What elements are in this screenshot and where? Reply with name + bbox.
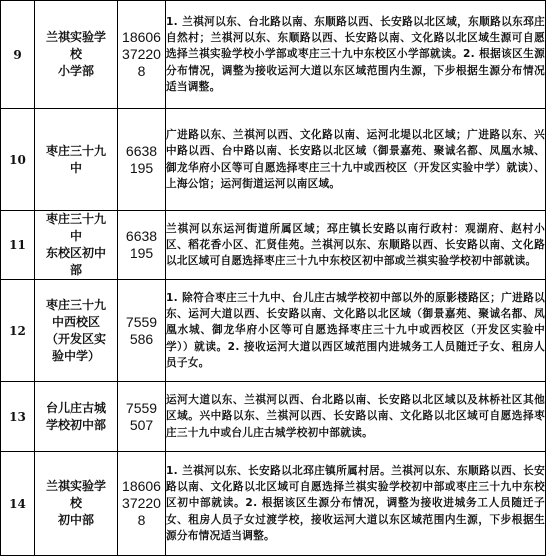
enrollment-scope: 广进路以东、兰祺河以西、文化路以南、运河北堤以北区域；广进路以东、兴中路以西、台中路以南、长安路以北区域（御景嘉苑、聚诚名都、凤凰水城、御龙华府小区等可自愿选择枣庄三十九中或西校区（开发区实验中学）就读）、上海公馆；运河街道运河以南区域。	[166, 109, 546, 211]
row-number: 13	[1, 382, 35, 452]
phone-number: 7559 507	[118, 382, 166, 452]
row-number: 14	[1, 452, 35, 556]
table-row	[1, 452, 546, 556]
table-row	[1, 1, 546, 109]
row-number: 11	[1, 211, 35, 280]
phone-number: 18606 37220 8	[118, 1, 166, 109]
school-name: 台儿庄古城 学校初中部	[35, 382, 118, 452]
school-name: 兰祺实验学 校 小学部	[35, 1, 118, 109]
enrollment-scope: 1. 兰祺河以东、台北路以南、东顺路以西、长安路以北区域，东顺路以东邳庄自然村；兰祺河以东、东顺路以西、长安路以南、文化路以北区域生源可自愿选择兰祺实验学校小学部或枣庄三十九中东校区小学部就读。2. 根据该区生源分布情况，调整为接收运河大道以东区域范围内生源，下步根据生源分布情况适当调整。	[166, 1, 546, 109]
school-name: 兰祺实验学 校 初中部	[35, 452, 118, 556]
table-row	[1, 211, 546, 280]
enrollment-scope: 兰祺河以东运河街道所属区域；邳庄镇长安路以南行政村：观湖府、赵村小区、稻花香小区、汇贤佳苑。兰祺河以东、东顺路以西、长安路以南、文化路以北区域可自愿选择枣庄三十九中东校区初中部或兰祺实验学校初中部就读。	[166, 211, 546, 280]
school-name: 枣庄三十九 中	[35, 109, 118, 211]
enrollment-scope: 运河大道以东、兰祺河以西、台北路以南、长安路以北区域以及林桥社区其他区域。兴中路以东、兰祺河以西、长安路以南、文化路以北区域可自愿选择枣庄三十九中或台儿庄古城学校初中部就读。	[166, 382, 546, 452]
row-number: 9	[1, 1, 35, 109]
phone-number: 7559 586	[118, 280, 166, 382]
row-number: 10	[1, 109, 35, 211]
table-row	[1, 280, 546, 382]
phone-number: 6638 195	[118, 211, 166, 280]
enrollment-scope: 1. 兰祺河以东、长安路以北邳庄镇所属村居。兰祺河以东、东顺路以西、长安路以南、文化路以北区域可自愿选择兰祺实验学校初中部或枣庄三十九中东校区初中部就读。2. 根据该区生源分布情况，调整为接收进城务工人员随迁子女、租房人员子女过渡学校，接收运河大道以东区域范围内生源，下步根据生源分布情况适当调整。	[166, 452, 546, 556]
table-row	[1, 382, 546, 452]
phone-number: 18606 37220 8	[118, 452, 166, 556]
school-name: 枣庄三十九 中 东校区初中 部	[35, 211, 118, 280]
table-row	[1, 109, 546, 211]
enrollment-scope: 1. 除符合枣庄三十九中、台儿庄古城学校初中部以外的原影楼路区；广进路以东、运河大道以西、长安路以南、文化路以北区域（御景嘉苑、聚诚名都、凤凰水城、御龙华府小区等可自愿选择枣庄三十九中或西校区（开发区实验中学））就读。2. 接收运河大道以西区域范围内进城务工人员随迁子女、租房人员子女。	[166, 280, 546, 382]
school-name: 枣庄三十九 中西校区 （开发区实 验中学）	[35, 280, 118, 382]
phone-number: 6638 195	[118, 109, 166, 211]
row-number: 12	[1, 280, 35, 382]
